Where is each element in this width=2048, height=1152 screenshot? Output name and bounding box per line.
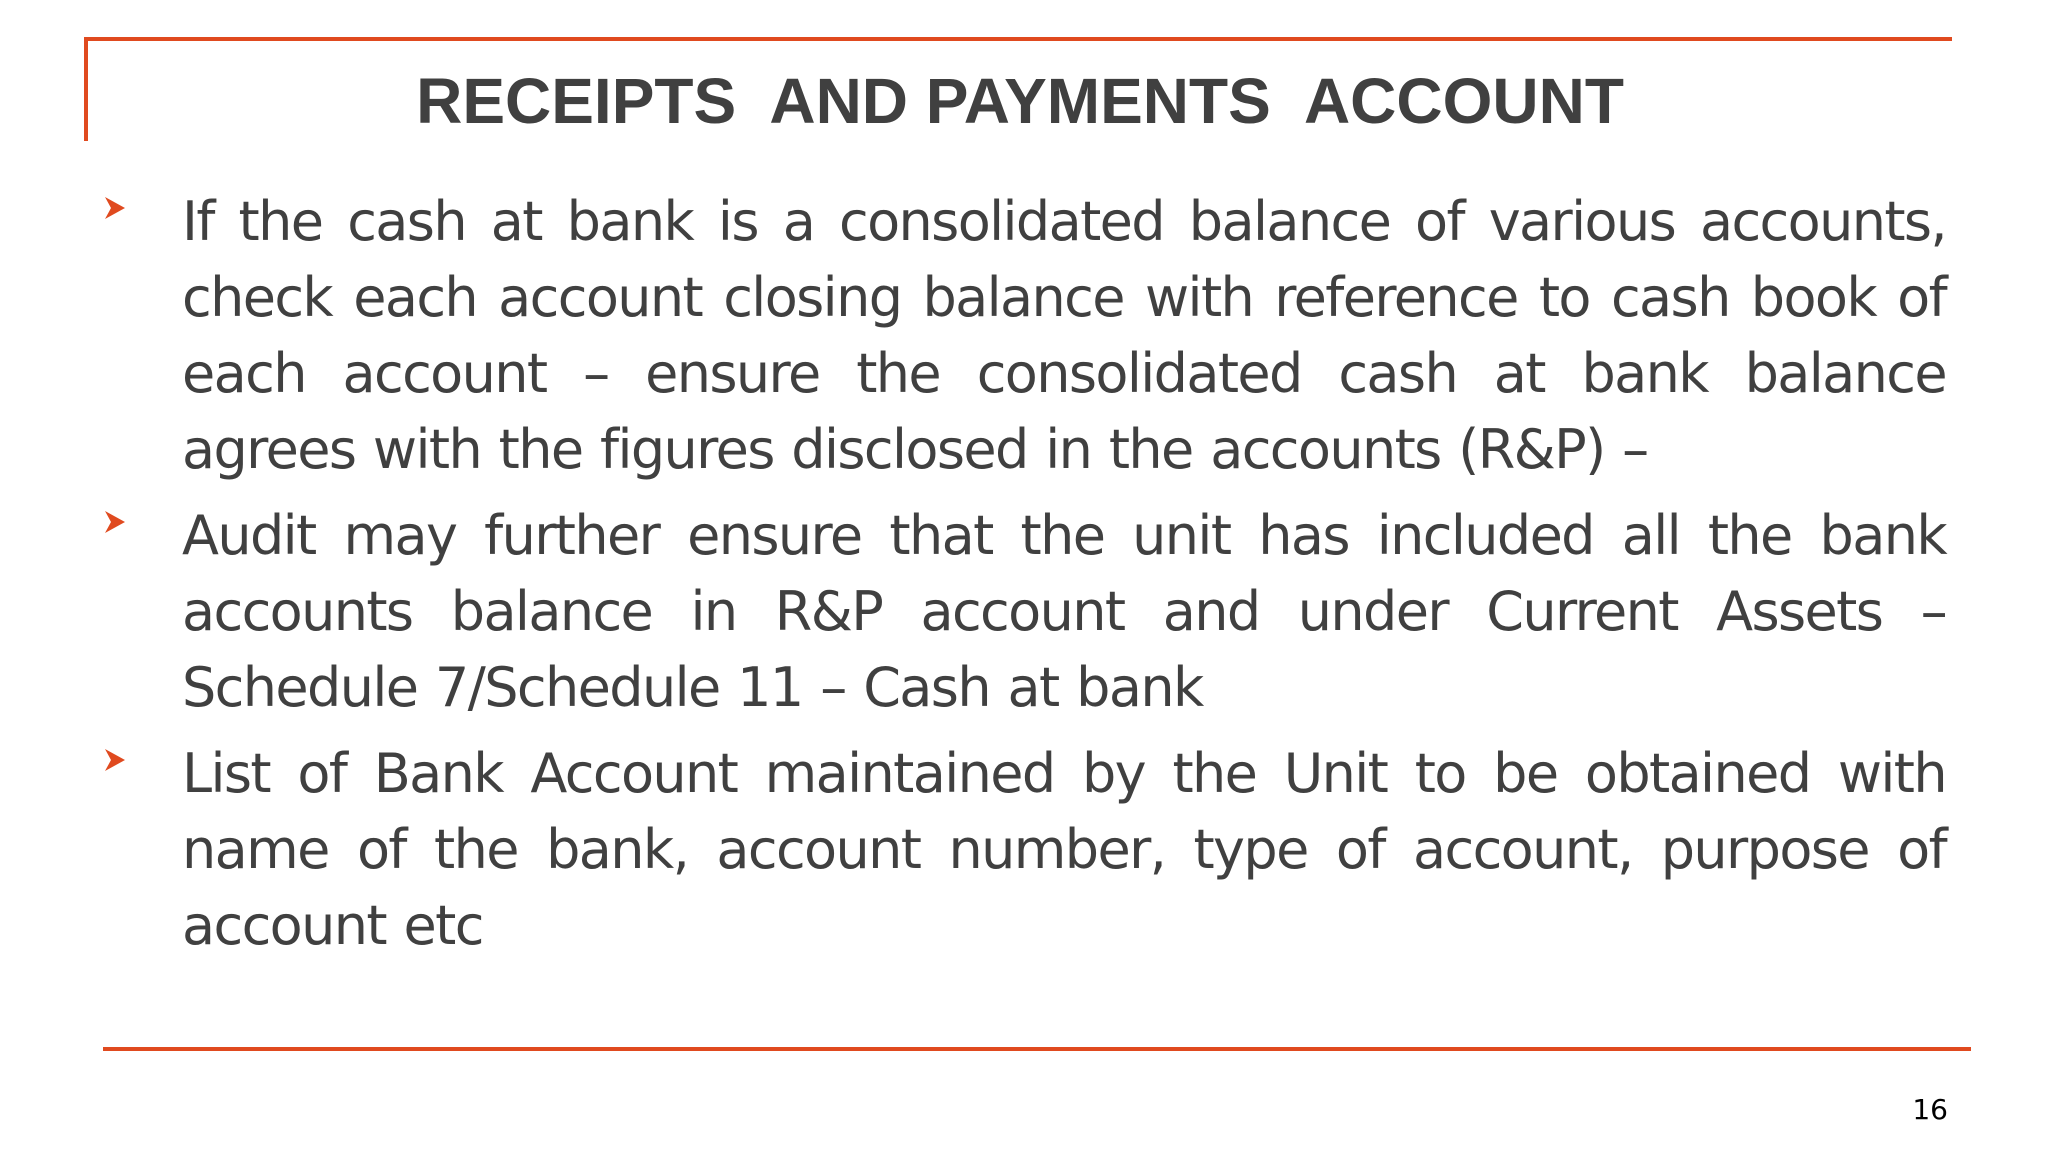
arrowhead-bullet-icon <box>104 510 126 534</box>
slide-title: RECEIPTS AND PAYMENTS ACCOUNT <box>416 65 1624 137</box>
bullet-item <box>104 184 1946 488</box>
bullet-text: Audit may further ensure that the unit has included all the bank accounts balance in R&P account and under Current Assets – Schedule 7/Schedule 11 – Cash at bank <box>182 504 1946 719</box>
arrowhead-bullet-icon <box>104 748 126 772</box>
arrowhead-bullet-icon <box>104 196 126 220</box>
bullet-list <box>104 184 1946 974</box>
top-accent-line <box>84 37 1952 41</box>
page-number: 16 <box>1912 1093 1948 1126</box>
bullet-item <box>104 736 1946 964</box>
bullet-text: List of Bank Account maintained by the Unit to be obtained with name of the bank, account number, type of account, purpose of account etc <box>182 742 1946 957</box>
bottom-accent-line <box>103 1047 1971 1051</box>
bullet-item <box>104 498 1946 726</box>
bullet-text: If the cash at bank is a consolidated balance of various accounts, check each account closing balance with reference to cash book of each account – ensure the consolidated cash at bank balance agrees with the figures disclosed in the accounts (R&P) – <box>182 190 1946 481</box>
